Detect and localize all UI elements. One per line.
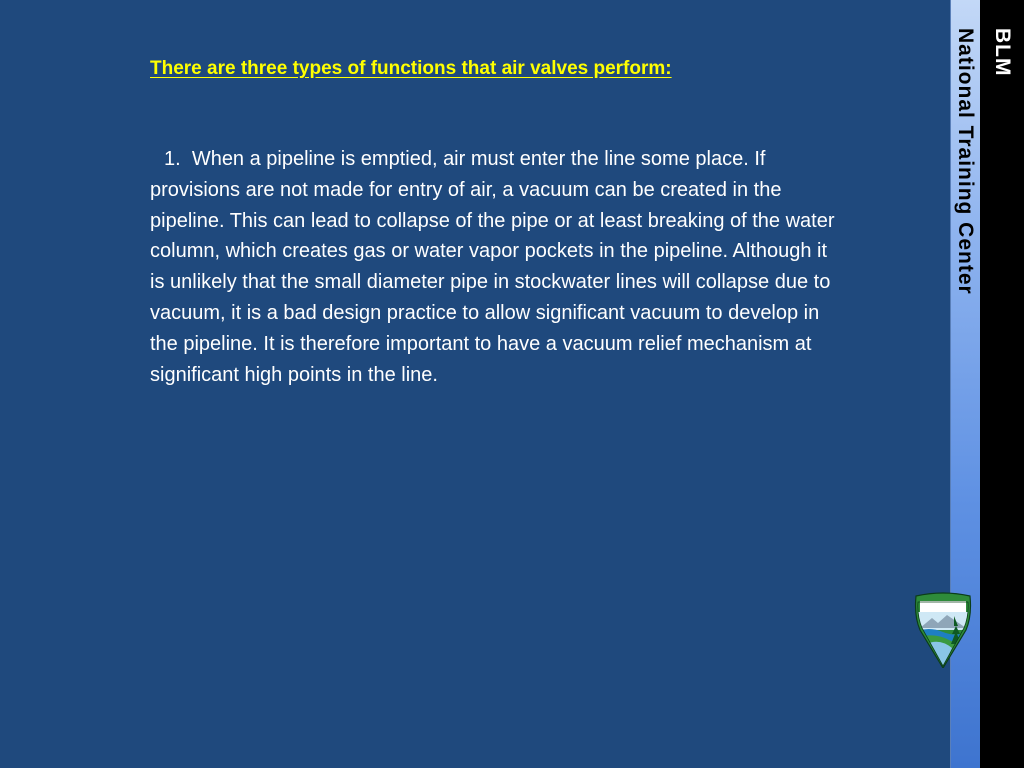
paragraph-text: When a pipeline is emptied, air must enter the line some place. If provisions are not made for entry of air, a vacuum can be created in the pipeline. This can lead to collapse of the pipe or at least breaking of the water column, which creates gas or water vapor pockets in the pipeline. Although it is unlikely that the small diameter pipe in stockwater lines will collapse due to vacuum, it is a bad design practice to allow significant vacuum to develop in the pipeline. It is therefore important to have a vacuum relief mechanism at significant high points in the line. [150, 148, 835, 386]
blm-shield-logo-icon [914, 592, 972, 668]
slide-paragraph [150, 144, 840, 390]
sidebar-black-bar [980, 0, 1024, 768]
sidebar-org-label: BLM [991, 28, 1014, 77]
slide-heading: There are three types of functions that air valves perform: [150, 58, 672, 79]
paragraph-number: 1. [164, 148, 181, 170]
sidebar-center-label: National Training Center [954, 28, 977, 295]
